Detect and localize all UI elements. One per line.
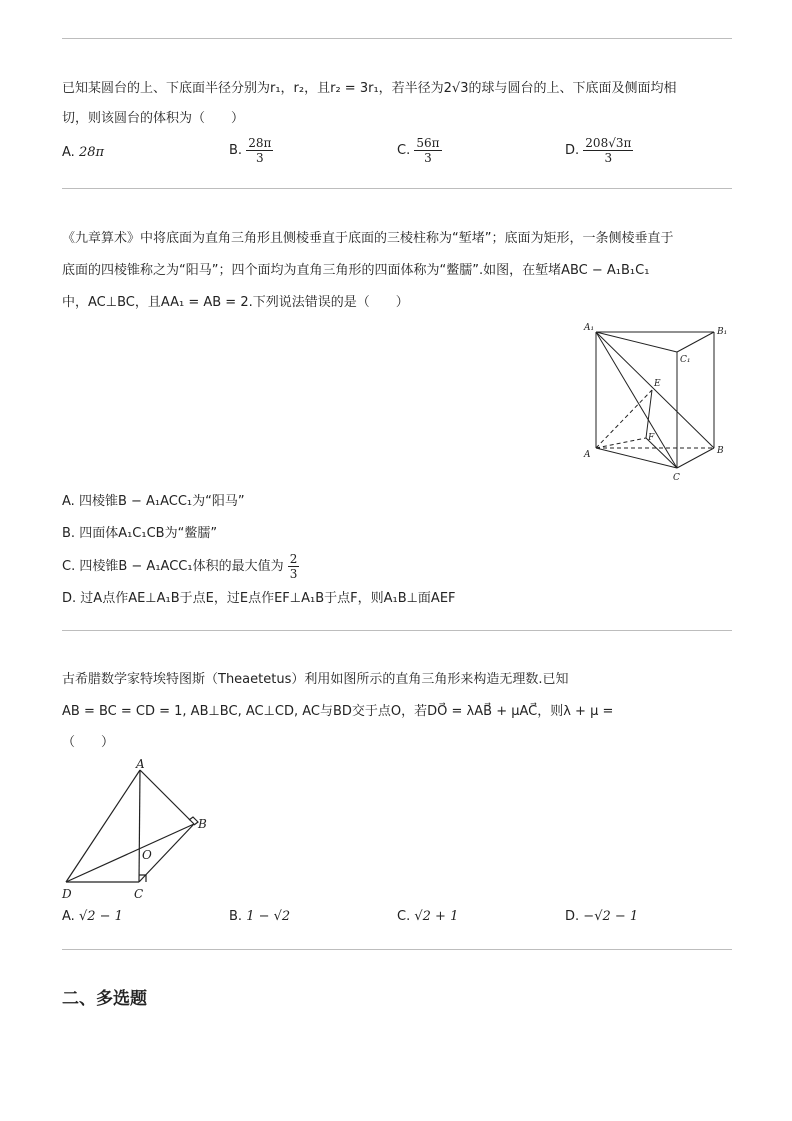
q1-option-d-letter: D.	[565, 143, 580, 158]
q3-option-a[interactable]	[62, 908, 123, 926]
q3-option-a-value: √2 − 1	[78, 909, 123, 924]
q3-stem-line1: 古希腊数学家特埃特图斯（Theaetetus）利用如图所示的直角三角形来构造无理数.已知	[62, 672, 569, 687]
q2-stem-line2: 底面的四棱锥称之为“阳马”；四个面均为直角三角形的四面体称为“鳖臑”.如图，在堑堵ABC − A₁B₁C₁	[62, 263, 650, 278]
q1-option-c-denominator: 3	[424, 151, 432, 165]
q3-option-b-value: 1 − √2	[246, 909, 291, 924]
divider-3	[62, 949, 732, 950]
q3-triangle-figure	[58, 756, 218, 904]
fig-label-a: A	[584, 450, 591, 460]
q1-stem-line1: 已知某圆台的上、下底面半径分别为r₁，r₂，且r₂ = 3r₁，若半径为2√3的球与圆台的上、下底面及侧面均相	[62, 81, 677, 96]
q2-option-d-text: 过A点作AE⊥A₁B于点E，过E点作EF⊥A₁B于点F，则A₁B⊥面AEF	[80, 591, 456, 606]
q1-stem-line2: 切，则该圆台的体积为（ ）	[62, 111, 245, 126]
fig-label-e: E	[654, 379, 661, 389]
fig3-label-d: D	[62, 887, 72, 901]
q1-option-c-letter: C.	[397, 143, 411, 158]
q1-option-d-numerator: 208√3π	[585, 136, 632, 150]
q3-option-d[interactable]	[565, 908, 638, 926]
q2-option-c-denominator: 3	[289, 567, 298, 581]
q1-option-b-letter: B.	[229, 143, 243, 158]
q1-option-a[interactable]	[62, 144, 104, 162]
q1-option-b-fraction	[246, 136, 273, 165]
q3-option-b-letter: B.	[229, 909, 243, 924]
q1-option-a-value: 28π	[78, 145, 105, 160]
q3-option-a-letter: A.	[62, 909, 75, 924]
q2-option-a-letter: A.	[62, 494, 75, 509]
section-title: 二、多选题	[62, 989, 147, 1009]
q1-option-c[interactable]	[397, 136, 442, 165]
q1-option-d[interactable]	[565, 136, 633, 165]
q2-option-d[interactable]	[62, 590, 456, 608]
q2-option-b[interactable]	[62, 525, 217, 543]
q3-option-c-letter: C.	[397, 909, 411, 924]
q2-option-c-text: 四棱锥B − A₁ACC₁体积的最大值为	[79, 559, 284, 574]
q3-stem-line3: （ ）	[62, 735, 115, 750]
divider-2	[62, 630, 732, 631]
q2-option-c[interactable]	[62, 552, 299, 581]
fig-label-a1: A₁	[584, 323, 595, 333]
q2-option-a-text: 四棱锥B − A₁ACC₁为“阳马”	[78, 494, 245, 509]
fig-label-f: F	[648, 433, 655, 443]
q1-option-b[interactable]	[229, 136, 273, 165]
q1-option-d-denominator: 3	[604, 151, 613, 165]
divider-1	[62, 188, 732, 189]
q2-option-c-letter: C.	[62, 559, 76, 574]
fig-label-b: B	[717, 446, 724, 456]
fig3-label-o: O	[142, 848, 152, 862]
q1-option-b-numerator: 28π	[248, 136, 272, 150]
q2-option-b-letter: B.	[62, 526, 76, 541]
q2-stem-line3: 中，AC⊥BC，且AA₁ = AB = 2.下列说法错误的是（ ）	[62, 295, 409, 310]
q2-option-b-text: 四面体A₁C₁CB为“鳖臑”	[79, 526, 218, 541]
q3-option-c-value: √2 + 1	[414, 909, 459, 924]
q2-option-d-letter: D.	[62, 591, 77, 606]
fig-label-c1: C₁	[680, 355, 691, 365]
q2-option-c-fraction	[288, 552, 300, 581]
q1-option-c-numerator: 56π	[416, 136, 440, 150]
q2-option-c-numerator: 2	[289, 552, 298, 566]
q2-stem-line1: 《九章算术》中将底面为直角三角形且侧棱垂直于底面的三棱柱称为“堑堵”；底面为矩形，一条侧棱垂直于	[62, 231, 674, 246]
q2-prism-figure	[580, 318, 730, 488]
fig-label-c: C	[673, 473, 680, 483]
q1-option-a-letter: A.	[62, 145, 75, 160]
q1-option-b-denominator: 3	[255, 151, 264, 165]
q3-option-b[interactable]	[229, 908, 290, 926]
fig3-label-c: C	[134, 887, 144, 901]
q3-stem-line2: AB = BC = CD = 1, AB⊥BC, AC⊥CD, AC与BD交于点O，若DO⃗ = λAB⃗ + μAC⃗，则λ + μ =	[62, 704, 614, 719]
q1-option-c-fraction	[414, 136, 441, 165]
q2-option-a[interactable]	[62, 493, 245, 511]
q3-option-c[interactable]	[397, 908, 458, 926]
fig3-label-a: A	[136, 757, 145, 771]
fig-label-b1: B₁	[717, 327, 728, 337]
q1-option-d-fraction	[583, 136, 633, 165]
q3-option-d-letter: D.	[565, 909, 580, 924]
fig3-label-b: B	[198, 817, 207, 831]
q3-option-d-value: −√2 − 1	[583, 909, 639, 924]
divider-top	[62, 38, 732, 39]
